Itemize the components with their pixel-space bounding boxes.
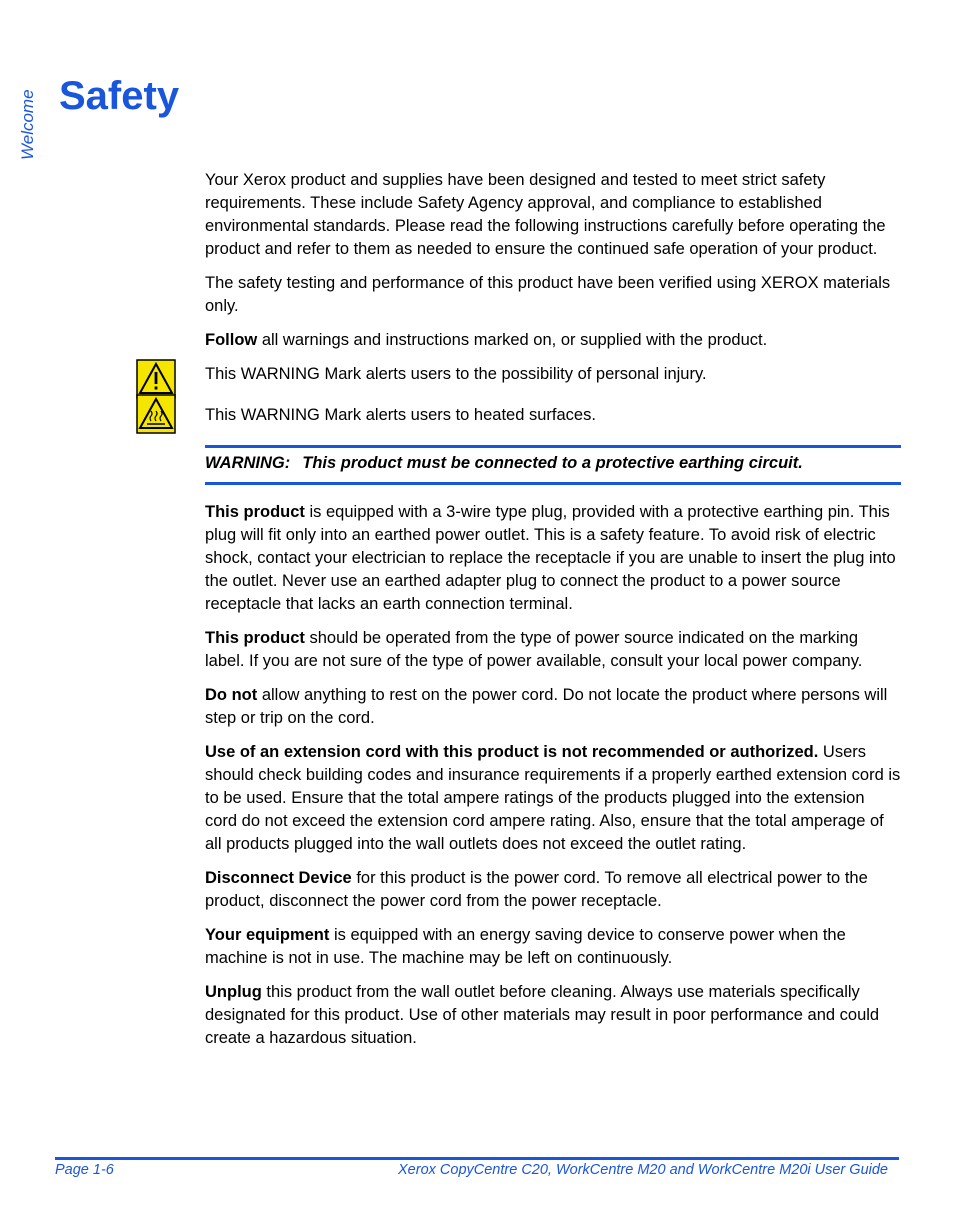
- intro-paragraph-2: The safety testing and performance of this product have been verified using XEROX materials only.: [205, 274, 891, 315]
- warning-text: This product must be connected to a protective earthing circuit.: [302, 454, 803, 472]
- paragraph-lead: Do not: [205, 686, 258, 704]
- warning-mark-injury: [205, 363, 901, 393]
- paragraph-lead: Your equipment: [205, 926, 330, 944]
- section-side-label: Welcome: [18, 89, 37, 160]
- warning-label: WARNING:: [205, 454, 291, 472]
- paragraph-lead: Unplug: [205, 983, 262, 1001]
- paragraph-body: is equipped with an energy saving device to conserve power when the machine is not in use. The machine may be left on continuously.: [205, 926, 846, 967]
- paragraph-energy-saving: [205, 924, 901, 970]
- footer-divider: [55, 1157, 899, 1160]
- paragraph-body: allow anything to rest on the power cord. Do not locate the product where persons will step or trip on the cord.: [205, 686, 888, 727]
- paragraph-lead: Use of an extension cord with this product is not recommended or authorized.: [205, 743, 819, 761]
- paragraph-3-wire-plug: [205, 501, 901, 616]
- paragraph-body: for this product is the power cord. To remove all electrical power to the product, disconnect the power cord from the power receptacle.: [205, 869, 868, 910]
- follow-bold: Follow: [205, 331, 258, 349]
- paragraph-lead: Disconnect Device: [205, 869, 352, 887]
- paragraph-body: this product from the wall outlet before cleaning. Always use materials specifically designated for this product. Use of other materials may result in poor performance and could create a hazardous situation.: [205, 983, 880, 1047]
- follow-paragraph: [205, 329, 901, 352]
- guide-title: Xerox CopyCentre C20, WorkCentre M20 and WorkCentre M20i User Guide: [398, 1162, 888, 1178]
- warning-mark-heat-text: This WARNING Mark alerts users to heated surfaces.: [205, 406, 596, 424]
- paragraph-lead: This product: [205, 503, 305, 521]
- paragraph-lead: This product: [205, 629, 305, 647]
- paragraph-power-cord: [205, 684, 901, 730]
- warning-triangle-icon: [136, 359, 176, 399]
- paragraph-unplug: [205, 981, 901, 1050]
- warning-mark-injury-text: This WARNING Mark alerts users to the possibility of personal injury.: [205, 365, 707, 383]
- intro-paragraph-1: Your Xerox product and supplies have been designed and tested to meet strict safety requirements. These include Safety Agency approval, and compliance to established environmental standards. Please read the following instructions carefully before operating the product and refer to them as needed to ensure the continued safe operation of your product.: [205, 171, 886, 258]
- warning-mark-heat: [205, 404, 901, 434]
- page-number: Page 1-6: [55, 1162, 114, 1178]
- main-content: [205, 169, 901, 1061]
- paragraph-power-source: [205, 627, 901, 673]
- follow-text: all warnings and instructions marked on, or supplied with the product.: [257, 331, 768, 349]
- paragraph-body: should be operated from the type of power source indicated on the marking label. If you are not sure of the type of power available, consult your local power company.: [205, 629, 863, 670]
- paragraph-body: is equipped with a 3-wire type plug, provided with a protective earthing pin. This plug will fit only into an earthed power outlet. This is a safety feature. To avoid risk of electric shock, contact your electrician to replace the receptacle if you are unable to insert the plug into the outlet. Never use an earthed adapter plug to connect the product to a power source receptacle that lacks an earth connection terminal.: [205, 503, 896, 613]
- page-title: Safety: [59, 74, 180, 118]
- paragraph-disconnect-device: [205, 867, 901, 913]
- earthing-warning-box: [205, 445, 901, 485]
- paragraph-extension-cord: [205, 741, 901, 856]
- paragraph-body: Users should check building codes and insurance requirements if a properly earthed extension cord is to be used. Ensure that the total ampere ratings of the products plugged into the extension cord do not exceed the extension cord ampere rating. Also, ensure that the total amperage of all products plugged into the wall outlets does not exceed the outlet rating.: [205, 743, 901, 853]
- hot-surface-icon: [136, 394, 176, 434]
